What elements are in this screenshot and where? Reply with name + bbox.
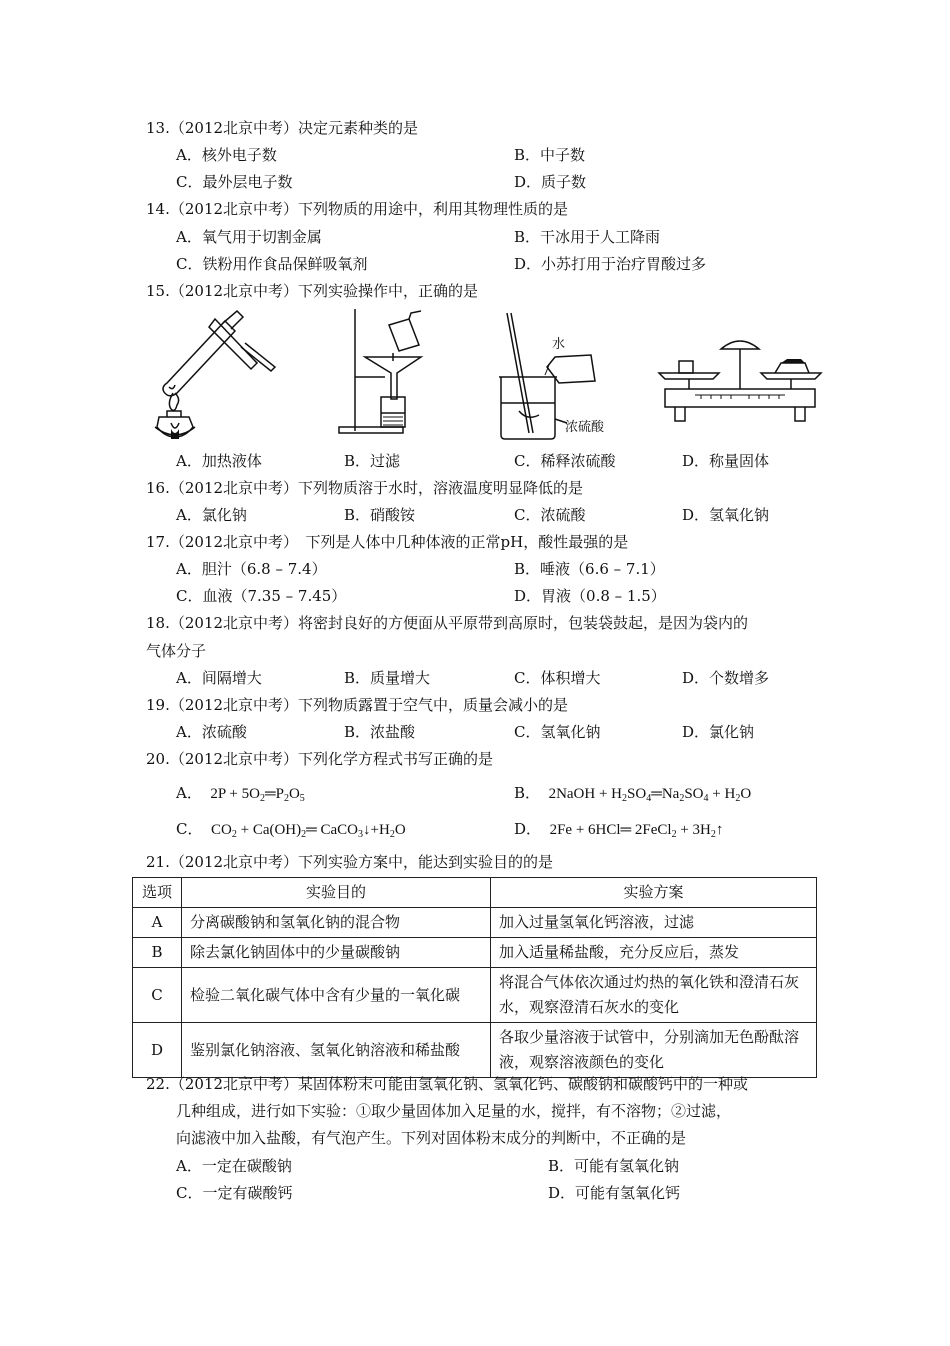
q20-equation-a: $2P + 5O_2═P_2O_5$ [206, 786, 305, 804]
row-option: D [133, 1023, 182, 1078]
q20-option-a-letter: A． [176, 784, 202, 802]
q17-stem: 17.（2012北京中考） 下列是人体中几种体液的正常pH，酸性最强的是 [146, 533, 629, 551]
q22-option-c: C．一定有碳酸钙 [176, 1184, 293, 1202]
experiment-table [132, 877, 817, 1078]
q15-stem: 15.（2012北京中考）下列实验操作中，正确的是 [146, 282, 479, 300]
q20-equation-b: 2NaOH + $H_2SO_4═Na_2SO_4 + H_2O$ [544, 786, 752, 804]
q18-option-b: B．质量增大 [344, 669, 431, 687]
table-row [133, 908, 817, 938]
q17-option-b: B．唾液（6.6 – 7.1） [514, 560, 665, 578]
row-option: C [133, 968, 182, 1023]
q18-option-a: A．间隔增大 [176, 669, 262, 687]
water-label: 水 [552, 337, 566, 352]
header-purpose: 实验目的 [182, 878, 491, 908]
q19-option-b: B．浓盐酸 [344, 723, 416, 741]
table-row [133, 938, 817, 968]
q18-stem-line2: 气体分子 [146, 642, 207, 660]
row-plan: 加入适量稀盐酸，充分反应后，蒸发 [491, 938, 817, 968]
q16-option-c: C．浓硫酸 [514, 506, 586, 524]
q17-option-c: C．血液（7.35 – 7.45） [176, 587, 347, 605]
q22-stem-line1: 22.（2012北京中考）某固体粉末可能由氢氧化钠、氢氧化钙、碳酸钠和碳酸钙中的一种或 [146, 1075, 749, 1093]
filtration-figure [335, 305, 435, 440]
q22-stem-line2: 几种组成，进行如下实验：①取少量固体加入足量的水，搅拌，有不溶物；②过滤， [176, 1102, 732, 1120]
q22-option-a: A．一定在碳酸钠 [176, 1157, 292, 1175]
q19-option-d: D．氯化钠 [682, 723, 755, 741]
q16-stem: 16.（2012北京中考）下列物质溶于水时，溶液温度明显降低的是 [146, 479, 584, 497]
row-plan: 将混合气体依次通过灼热的氧化铁和澄清石灰水，观察澄清石灰水的变化 [491, 968, 817, 1023]
row-purpose: 鉴别氯化钠溶液、氢氧化钠溶液和稀盐酸 [182, 1023, 491, 1078]
header-plan: 实验方案 [491, 878, 817, 908]
q16-option-b: B．硝酸铵 [344, 506, 416, 524]
q19-stem: 19.（2012北京中考）下列物质露置于空气中，质量会减小的是 [146, 696, 569, 714]
row-plan: 各取少量溶液于试管中，分别滴加无色酚酞溶液，观察溶液颜色的变化 [491, 1023, 817, 1078]
q18-stem-line1: 18.（2012北京中考）将密封良好的方便面从平原带到高原时，包装袋鼓起，是因为袋内的 [146, 614, 749, 632]
q14-stem: 14.（2012北京中考）下列物质的用途中，利用其物理性质的是 [146, 200, 569, 218]
q18-option-d: D．个数增多 [682, 669, 770, 687]
q13-stem: 13.（2012北京中考）决定元素种类的是 [146, 119, 419, 137]
q15-option-d: D．称量固体 [682, 452, 770, 470]
q18-option-c: C．体积增大 [514, 669, 601, 687]
row-purpose: 检验二氧化碳气体中含有少量的一氧化碳 [182, 968, 491, 1023]
q15-option-c: C．稀释浓硫酸 [514, 452, 616, 470]
q15-option-a: A．加热液体 [176, 452, 262, 470]
q13-option-d: D．质子数 [514, 173, 587, 191]
table-row [133, 968, 817, 1023]
q13-option-a: A．核外电子数 [176, 146, 277, 164]
q21-stem: 21.（2012北京中考）下列实验方案中，能达到实验目的的是 [146, 853, 554, 871]
q14-option-d: D．小苏打用于治疗胃酸过多 [514, 255, 707, 273]
q17-option-a: A．胆汁（6.8 – 7.4） [176, 560, 327, 578]
q19-option-c: C．氢氧化钠 [514, 723, 601, 741]
q20-option-b-letter: B． [514, 784, 541, 802]
row-purpose: 除去氯化钠固体中的少量碳酸钠 [182, 938, 491, 968]
row-purpose: 分离碳酸钠和氢氧化钠的混合物 [182, 908, 491, 938]
q20-equation-d: 2Fe + 6HCl═ 2FeCl$_2$ + $3H_2↑$ [545, 822, 724, 840]
q20-option-c [176, 818, 406, 840]
q15-option-b: B．过滤 [344, 452, 401, 470]
row-option: A [133, 908, 182, 938]
q22-option-b: B．可能有氢氧化钠 [548, 1157, 680, 1175]
q20-equation-c: $CO_2$ + $Ca(OH)_2═$ $CaCO_3↓+H_2O$ [207, 822, 406, 840]
table-row [133, 1023, 817, 1078]
q22-option-d: D．可能有氢氧化钙 [548, 1184, 681, 1202]
concentrated-sulfuric-acid-label: 浓硫酸 [565, 420, 605, 435]
q14-option-b: B．干冰用于人工降雨 [514, 228, 661, 246]
q22-stem-line3: 向滤液中加入盐酸，有气泡产生。下列对固体粉末成分的判断中，不正确的是 [176, 1129, 687, 1147]
q16-option-d: D．氢氧化钠 [682, 506, 770, 524]
q14-option-a: A．氧气用于切割金属 [176, 228, 322, 246]
q20-option-d [514, 818, 723, 840]
table-header-row [133, 878, 817, 908]
header-option: 选项 [133, 878, 182, 908]
q16-option-a: A．氯化钠 [176, 506, 247, 524]
q17-option-d: D．胃液（0.8 – 1.5） [514, 587, 666, 605]
row-option: B [133, 938, 182, 968]
q20-option-d-letter: D． [514, 820, 542, 838]
q20-option-b [514, 782, 751, 804]
q19-option-a: A．浓硫酸 [176, 723, 247, 741]
q14-option-c: C．铁粉用作食品保鲜吸氧剂 [176, 255, 368, 273]
row-plan: 加入过量氢氧化钙溶液，过滤 [491, 908, 817, 938]
q13-option-c: C．最外层电子数 [176, 173, 293, 191]
q13-option-b: B．中子数 [514, 146, 586, 164]
q20-stem: 20.（2012北京中考）下列化学方程式书写正确的是 [146, 750, 494, 768]
heating-liquid-figure [145, 305, 285, 445]
q20-option-c-letter: C． [176, 820, 203, 838]
q20-option-a [176, 782, 305, 804]
balance-figure [655, 335, 825, 430]
